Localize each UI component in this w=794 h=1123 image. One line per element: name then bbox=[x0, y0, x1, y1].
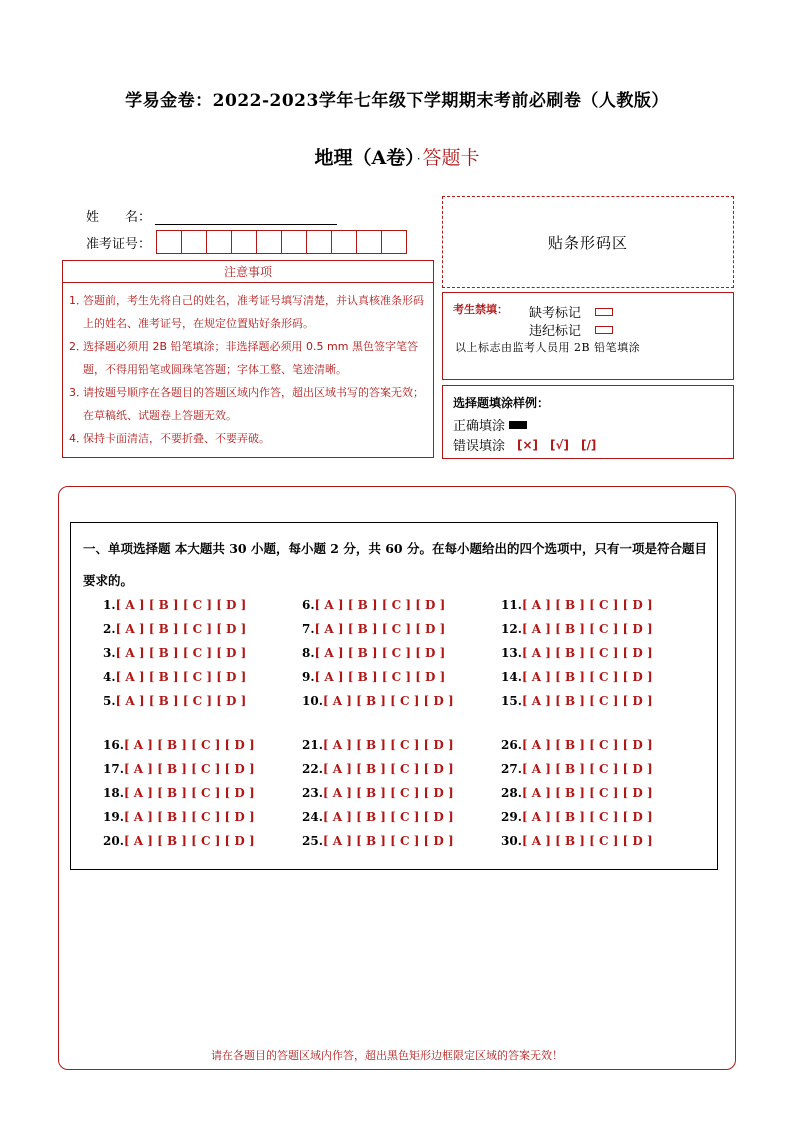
question-number: 17. bbox=[103, 762, 124, 776]
question-number: 24. bbox=[302, 810, 323, 824]
question-item bbox=[103, 737, 255, 753]
forbidden-footnote: 以上标志由监考人员用 2B 铅笔填涂 bbox=[455, 341, 641, 354]
question-number: 10. bbox=[302, 694, 323, 708]
answer-options[interactable]: [ A ] [ B ] [ C ] [ D ] bbox=[123, 738, 255, 752]
question-item bbox=[302, 645, 445, 661]
question-number: 25. bbox=[302, 834, 323, 848]
question-number: 2. bbox=[103, 622, 116, 636]
fill-sample-box bbox=[442, 385, 734, 459]
name-field[interactable] bbox=[155, 211, 337, 225]
answer-card-label: 答题卡 bbox=[422, 147, 480, 169]
forbidden-box bbox=[442, 292, 734, 380]
answer-options[interactable]: [ A ] [ B ] [ C ] [ D ] bbox=[322, 810, 454, 824]
question-item bbox=[501, 669, 653, 685]
question-number: 26. bbox=[501, 738, 522, 752]
subject-name: 地理（A卷） bbox=[314, 147, 415, 169]
question-item bbox=[501, 833, 653, 849]
question-item bbox=[501, 597, 653, 613]
answer-options[interactable]: [ A ] [ B ] [ C ] [ D ] bbox=[322, 694, 454, 708]
notes-heading: 注意事项 bbox=[63, 261, 433, 283]
note-item bbox=[69, 381, 427, 427]
question-item bbox=[302, 761, 454, 777]
violation-mark-row bbox=[529, 320, 613, 339]
question-item bbox=[302, 621, 445, 637]
answer-options[interactable]: [ A ] [ B ] [ C ] [ D ] bbox=[322, 834, 454, 848]
answer-options[interactable]: [ A ] [ B ] [ C ] [ D ] bbox=[521, 622, 653, 636]
question-item bbox=[103, 597, 246, 613]
note-text: 选择题必须用 2B 铅笔填涂；非选择题必须用 0.5 mm 黑色签字笔答题，不得用铅笔或圆珠笔答题；字体工整、笔迹清晰。 bbox=[83, 340, 418, 376]
question-number: 20. bbox=[103, 834, 124, 848]
name-row bbox=[86, 206, 337, 225]
answer-options[interactable]: [ A ] [ B ] [ C ] [ D ] bbox=[115, 694, 247, 708]
exam-number-digit[interactable] bbox=[356, 230, 382, 254]
question-number: 16. bbox=[103, 738, 124, 752]
violation-mark-box[interactable] bbox=[595, 326, 613, 334]
question-item bbox=[501, 693, 653, 709]
wrong-fill-label: 错误填涂 bbox=[453, 439, 506, 454]
note-text: 答题前，考生先将自己的姓名，准考证号填写清楚，并认真核准条形码上的姓名、准考证号，在规定位置贴好条形码。 bbox=[83, 294, 424, 330]
note-text: 请按题号顺序在各题目的答题区域内作答，超出区域书写的答案无效；在草稿纸、试题卷上答题无效。 bbox=[83, 386, 424, 422]
forbidden-label: 考生禁填： bbox=[453, 303, 508, 316]
question-item bbox=[501, 737, 653, 753]
name-label: 姓 名： bbox=[86, 210, 152, 225]
question-item bbox=[103, 761, 255, 777]
answer-options[interactable]: [ A ] [ B ] [ C ] [ D ] bbox=[521, 694, 653, 708]
absent-mark-box[interactable] bbox=[595, 308, 613, 316]
question-number: 13. bbox=[501, 646, 522, 660]
exam-number-digit[interactable] bbox=[256, 230, 282, 254]
answer-options[interactable]: [ A ] [ B ] [ C ] [ D ] bbox=[521, 646, 653, 660]
answer-options[interactable]: [ A ] [ B ] [ C ] [ D ] bbox=[123, 834, 255, 848]
wrong-fill-slash: [/] bbox=[581, 437, 597, 452]
question-number: 6. bbox=[302, 598, 315, 612]
note-item bbox=[69, 335, 427, 381]
exam-number-digit[interactable] bbox=[181, 230, 207, 254]
question-item bbox=[103, 645, 246, 661]
correct-fill-row bbox=[453, 415, 527, 434]
correct-fill-sample bbox=[509, 421, 527, 429]
question-item bbox=[501, 785, 653, 801]
question-number: 3. bbox=[103, 646, 116, 660]
question-number: 29. bbox=[501, 810, 522, 824]
question-item bbox=[302, 597, 445, 613]
wrong-fill-x: [×] bbox=[517, 437, 539, 452]
question-item bbox=[501, 761, 653, 777]
question-number: 22. bbox=[302, 762, 323, 776]
question-item bbox=[103, 785, 255, 801]
answer-options[interactable]: [ A ] [ B ] [ C ] [ D ] bbox=[521, 834, 653, 848]
question-number: 5. bbox=[103, 694, 116, 708]
exam-title: 学易金卷：2022-2023学年七年级下学期期末考前必刷卷（人教版） bbox=[125, 91, 669, 111]
answer-options[interactable]: [ A ] [ B ] [ C ] [ D ] bbox=[521, 762, 653, 776]
note-number: 2． bbox=[69, 340, 87, 353]
absent-mark-row bbox=[529, 302, 613, 321]
exam-number-digit[interactable] bbox=[306, 230, 332, 254]
exam-number-digit[interactable] bbox=[231, 230, 257, 254]
question-number: 23. bbox=[302, 786, 323, 800]
exam-number-digit[interactable] bbox=[206, 230, 232, 254]
question-number: 4. bbox=[103, 670, 116, 684]
exam-number-digit[interactable] bbox=[156, 230, 182, 254]
question-item bbox=[501, 621, 653, 637]
question-number: 19. bbox=[103, 810, 124, 824]
question-number: 27. bbox=[501, 762, 522, 776]
question-number: 21. bbox=[302, 738, 323, 752]
question-item bbox=[302, 833, 454, 849]
question-item bbox=[302, 785, 454, 801]
violation-mark-label: 违纪标记 bbox=[529, 324, 582, 339]
question-number: 1. bbox=[103, 598, 116, 612]
answer-options[interactable]: [ A ] [ B ] [ C ] [ D ] bbox=[521, 810, 653, 824]
question-number: 12. bbox=[501, 622, 522, 636]
title-separator: · bbox=[416, 152, 421, 166]
answer-options[interactable]: [ A ] [ B ] [ C ] [ D ] bbox=[123, 810, 255, 824]
answer-options[interactable]: [ A ] [ B ] [ C ] [ D ] bbox=[115, 646, 247, 660]
answer-options[interactable]: [ A ] [ B ] [ C ] [ D ] bbox=[521, 598, 653, 612]
answer-options[interactable]: [ A ] [ B ] [ C ] [ D ] bbox=[115, 598, 247, 612]
answer-options[interactable]: [ A ] [ B ] [ C ] [ D ] bbox=[521, 670, 653, 684]
answer-options[interactable]: [ A ] [ B ] [ C ] [ D ] bbox=[521, 786, 653, 800]
note-number: 3． bbox=[69, 386, 87, 399]
answer-options[interactable]: [ A ] [ B ] [ C ] [ D ] bbox=[123, 762, 255, 776]
exam-number-digit[interactable] bbox=[381, 230, 407, 254]
exam-number-label: 准考证号： bbox=[86, 236, 152, 252]
answer-options[interactable]: [ A ] [ B ] [ C ] [ D ] bbox=[115, 670, 247, 684]
exam-number-row bbox=[86, 230, 407, 254]
answer-options[interactable]: [ A ] [ B ] [ C ] [ D ] bbox=[115, 622, 247, 636]
fill-sample-title: 选择题填涂样例： bbox=[453, 396, 550, 410]
answer-options[interactable]: [ A ] [ B ] [ C ] [ D ] bbox=[314, 646, 446, 660]
question-item bbox=[501, 809, 653, 825]
notes-list bbox=[63, 283, 433, 450]
barcode-area bbox=[442, 196, 734, 288]
subject-title bbox=[0, 143, 794, 170]
footer-note: 请在各题目的答题区域内作答，超出黑色矩形边框限定区域的答案无效！ bbox=[211, 1049, 563, 1062]
exam-number-boxes bbox=[157, 230, 407, 254]
question-number: 15. bbox=[501, 694, 522, 708]
barcode-label: 贴条形码区 bbox=[547, 233, 628, 252]
answer-options[interactable]: [ A ] [ B ] [ C ] [ D ] bbox=[314, 598, 446, 612]
question-item bbox=[302, 809, 454, 825]
question-item bbox=[302, 693, 454, 709]
answer-options[interactable]: [ A ] [ B ] [ C ] [ D ] bbox=[314, 622, 446, 636]
question-item bbox=[103, 833, 255, 849]
answer-options[interactable]: [ A ] [ B ] [ C ] [ D ] bbox=[322, 786, 454, 800]
section-heading: 一、单项选择题 本大题共 30 小题，每小题 2 分，共 60 分。在每小题给出的四个选项中，只有一项是符合题目要求的。 bbox=[83, 541, 707, 588]
note-text: 保持卡面清洁，不要折叠、不要弄破。 bbox=[83, 432, 270, 445]
question-number: 7. bbox=[302, 622, 315, 636]
answer-options[interactable]: [ A ] [ B ] [ C ] [ D ] bbox=[322, 738, 454, 752]
question-number: 30. bbox=[501, 834, 522, 848]
question-number: 28. bbox=[501, 786, 522, 800]
absent-mark-label: 缺考标记 bbox=[529, 306, 582, 321]
question-number: 9. bbox=[302, 670, 315, 684]
exam-number-digit[interactable] bbox=[281, 230, 307, 254]
notes-box bbox=[62, 260, 434, 458]
question-item bbox=[103, 693, 246, 709]
question-item bbox=[103, 621, 246, 637]
answer-options[interactable]: [ A ] [ B ] [ C ] [ D ] bbox=[322, 762, 454, 776]
choice-question-box bbox=[70, 522, 718, 870]
note-item bbox=[69, 427, 427, 450]
wrong-fill-row bbox=[453, 435, 596, 454]
wrong-fill-check: [√] bbox=[550, 437, 570, 452]
question-item bbox=[103, 809, 255, 825]
question-number: 18. bbox=[103, 786, 124, 800]
note-item bbox=[69, 289, 427, 335]
question-item bbox=[103, 669, 246, 685]
correct-fill-label: 正确填涂 bbox=[453, 419, 506, 434]
question-number: 11. bbox=[501, 598, 522, 612]
note-number: 4． bbox=[69, 432, 87, 445]
answer-options[interactable]: [ A ] [ B ] [ C ] [ D ] bbox=[314, 670, 446, 684]
exam-number-digit[interactable] bbox=[331, 230, 357, 254]
answer-options[interactable]: [ A ] [ B ] [ C ] [ D ] bbox=[123, 786, 255, 800]
question-number: 14. bbox=[501, 670, 522, 684]
question-item bbox=[302, 737, 454, 753]
answer-options[interactable]: [ A ] [ B ] [ C ] [ D ] bbox=[521, 738, 653, 752]
question-item bbox=[302, 669, 445, 685]
note-number: 1． bbox=[69, 294, 87, 307]
question-number: 8. bbox=[302, 646, 315, 660]
question-item bbox=[501, 645, 653, 661]
